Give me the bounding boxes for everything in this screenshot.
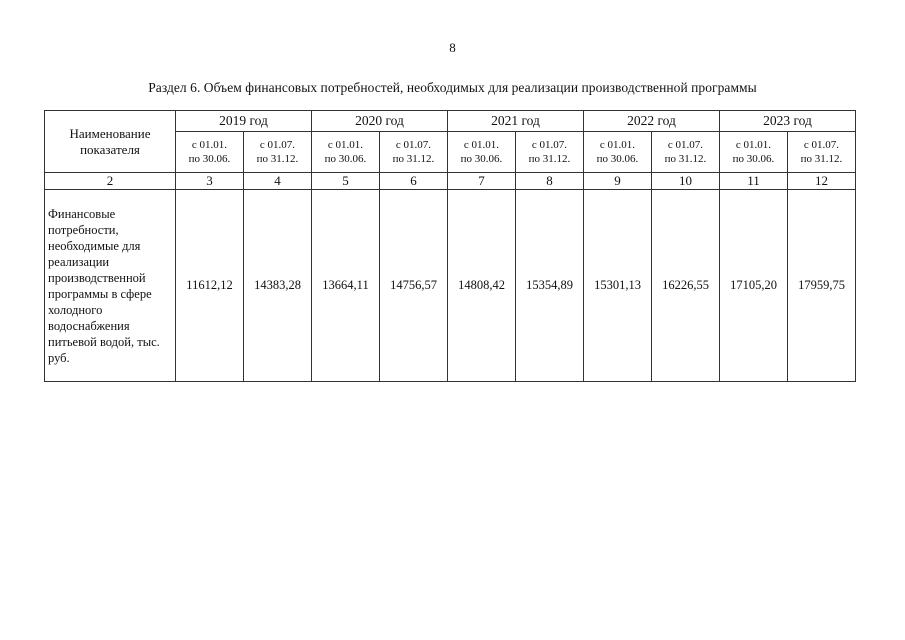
indicator-name-header: Наименование показателя	[45, 111, 176, 173]
period-header	[176, 132, 244, 173]
year-header-2021: 2021 год	[448, 111, 584, 132]
period-start: с 01.01.	[463, 139, 500, 151]
period-start: с 01.07.	[531, 139, 568, 151]
period-header	[380, 132, 448, 173]
period-end: по 31.12.	[392, 153, 435, 165]
value-cell: 14383,28	[244, 190, 312, 382]
column-number: 11	[720, 173, 788, 190]
period-end: по 30.06.	[732, 153, 775, 165]
column-number: 4	[244, 173, 312, 190]
year-header-row	[45, 111, 856, 132]
value-cell: 15301,13	[584, 190, 652, 382]
period-header	[312, 132, 380, 173]
column-number: 7	[448, 173, 516, 190]
value-cell: 13664,11	[312, 190, 380, 382]
column-number: 3	[176, 173, 244, 190]
section-title: Раздел 6. Объем финансовых потребностей, необходимых для реализации производственной программы	[148, 80, 757, 95]
column-number: 10	[652, 173, 720, 190]
value-cell: 17105,20	[720, 190, 788, 382]
period-start: с 01.07.	[803, 139, 840, 151]
value-cell: 17959,75	[788, 190, 856, 382]
period-header	[788, 132, 856, 173]
page-number: 8	[449, 40, 456, 55]
column-number: 2	[45, 173, 176, 190]
period-end: по 31.12.	[256, 153, 299, 165]
year-header-2023: 2023 год	[720, 111, 856, 132]
year-header-2020: 2020 год	[312, 111, 448, 132]
period-start: с 01.07.	[395, 139, 432, 151]
value-cell: 14808,42	[448, 190, 516, 382]
period-end: по 31.12.	[664, 153, 707, 165]
year-header-2019: 2019 год	[176, 111, 312, 132]
period-header	[244, 132, 312, 173]
indicator-name-cell: Финансовые потребности, необходимые для реализации производственной программы в сфере холодного водоснабжения питьевой водой, тыс. руб.	[45, 190, 176, 382]
value-cell: 16226,55	[652, 190, 720, 382]
column-number: 8	[516, 173, 584, 190]
period-start: с 01.01.	[191, 139, 228, 151]
period-end: по 31.12.	[800, 153, 843, 165]
column-number: 6	[380, 173, 448, 190]
column-number-row	[45, 173, 856, 190]
period-header	[584, 132, 652, 173]
year-header-2022: 2022 год	[584, 111, 720, 132]
period-header	[720, 132, 788, 173]
period-end: по 30.06.	[324, 153, 367, 165]
value-cell: 14756,57	[380, 190, 448, 382]
period-start: с 01.01.	[327, 139, 364, 151]
period-start: с 01.01.	[599, 139, 636, 151]
period-start: с 01.01.	[735, 139, 772, 151]
period-start: с 01.07.	[259, 139, 296, 151]
period-start: с 01.07.	[667, 139, 704, 151]
value-cell: 11612,12	[176, 190, 244, 382]
period-end: по 30.06.	[596, 153, 639, 165]
period-end: по 30.06.	[460, 153, 503, 165]
financial-needs-table	[44, 110, 856, 382]
column-number: 5	[312, 173, 380, 190]
column-number: 9	[584, 173, 652, 190]
column-number: 12	[788, 173, 856, 190]
period-end: по 30.06.	[188, 153, 231, 165]
period-end: по 31.12.	[528, 153, 571, 165]
table-row	[45, 190, 856, 382]
value-cell: 15354,89	[516, 190, 584, 382]
period-header	[516, 132, 584, 173]
period-header	[652, 132, 720, 173]
period-header	[448, 132, 516, 173]
